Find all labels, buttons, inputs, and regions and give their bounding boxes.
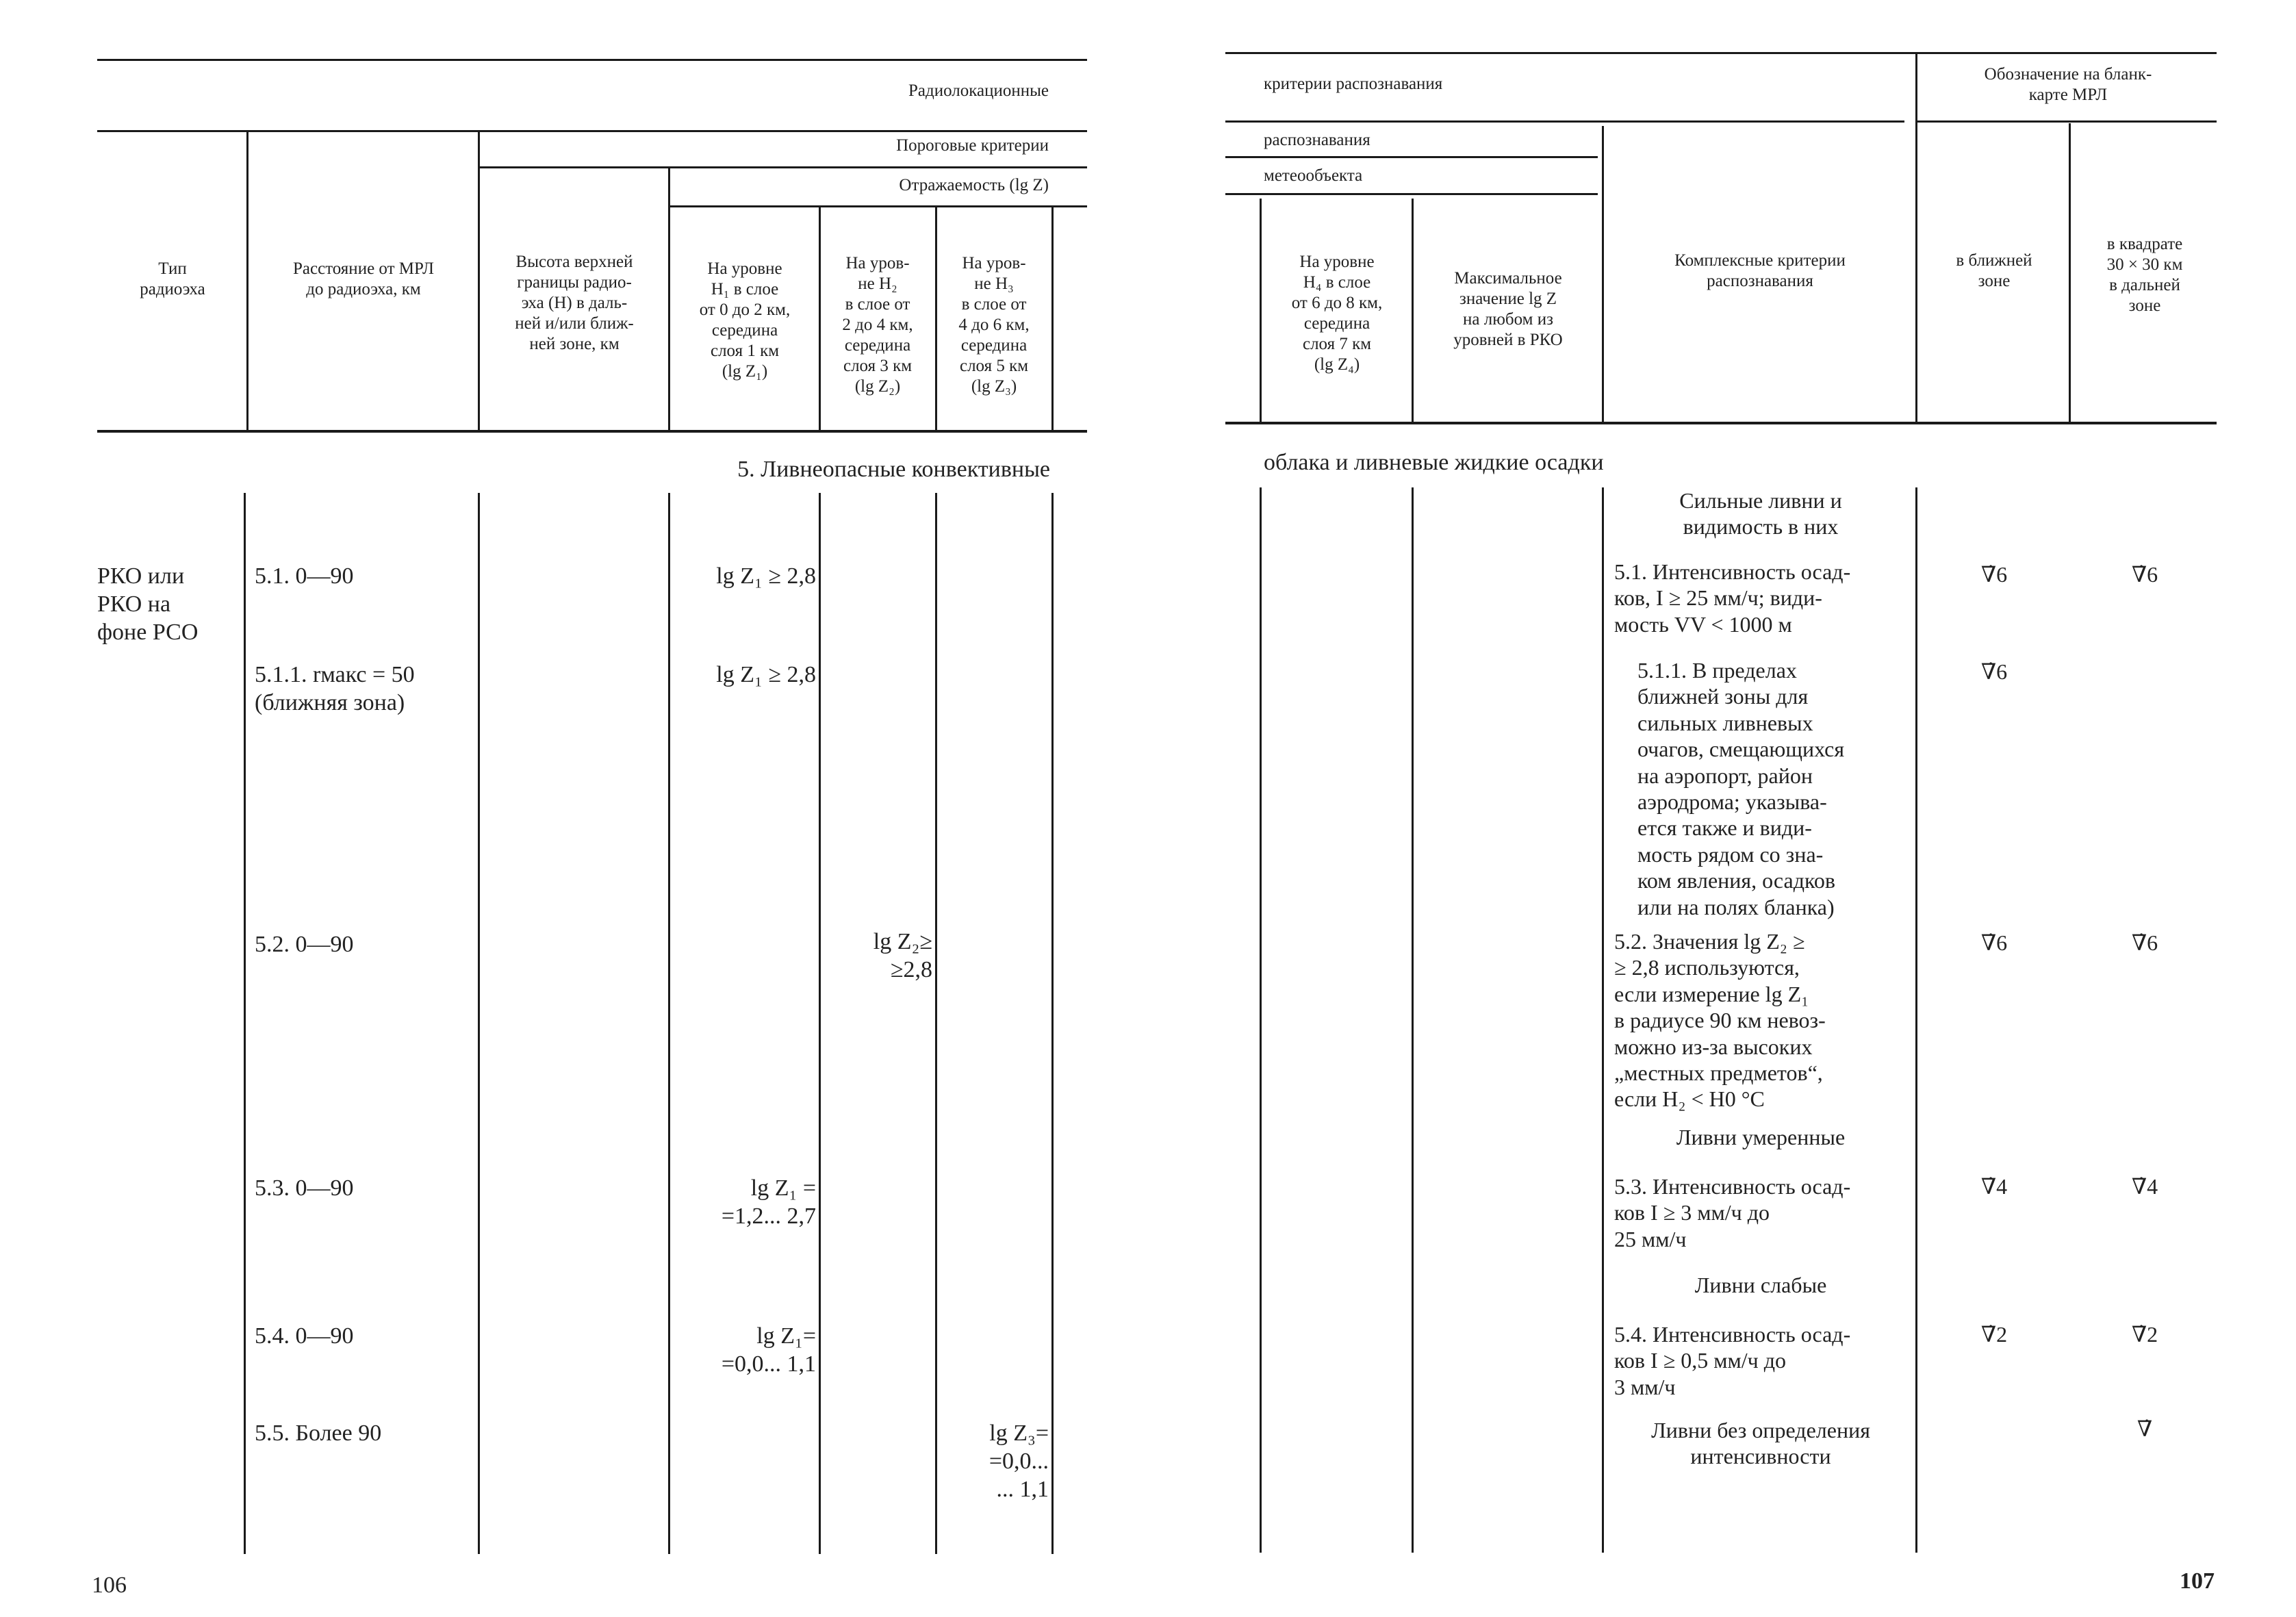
table-title: Радиолокационные <box>908 81 1049 100</box>
type-value: РКО или РКО на фоне РСО <box>97 563 199 645</box>
row-distance: 5.3. 0—90 <box>255 1175 354 1201</box>
sub-header-object: метеообъекта <box>1264 166 1363 185</box>
col-divider <box>819 205 821 430</box>
col-header-h4: На уровне H₄ в слое от 6 до 8 км, середина слоя 7 км (lg Z₄) <box>1291 253 1383 374</box>
col-divider <box>1602 126 1604 422</box>
group-header-threshold: Пороговые критерии <box>896 136 1049 155</box>
col-divider <box>1260 199 1262 422</box>
shower-symbol-icon: ∇̇4 <box>2131 1174 2158 1199</box>
rule <box>97 130 1087 132</box>
col-header-max: Максимальное значение lg Z на любом из уровней в РКО <box>1453 269 1563 349</box>
row-distance: 5.2. 0—90 <box>255 932 354 957</box>
table-title-right: критерии распознавания <box>1264 75 1443 93</box>
col-divider <box>935 493 937 1554</box>
col-divider <box>478 493 480 1554</box>
col-divider <box>478 130 480 430</box>
section-title-left: 5. Ливнеопасные конвективные <box>737 457 1050 482</box>
col-divider <box>668 168 670 430</box>
shower-symbol-icon: ∇̇6 <box>1980 659 2008 684</box>
col-header-designation: Обозначение на бланк- карте МРЛ <box>1984 65 2152 104</box>
col-divider <box>819 493 821 1554</box>
row-z1: lg Z₁ ≥ 2,8 <box>716 563 816 589</box>
row-distance: 5.4. 0—90 <box>255 1323 354 1349</box>
col-header-h3: На уров- не H₃ в слое от 4 до 6 км, середина слоя 5 км (lg Z₃) <box>958 254 1030 396</box>
col-divider <box>1051 493 1054 1554</box>
row-distance: 5.1.1. rмакс = 50 (ближняя зона) <box>255 662 415 715</box>
col-divider <box>1412 199 1414 422</box>
col-divider <box>246 130 248 430</box>
shower-symbol-icon: ∇̇6 <box>1980 930 2008 955</box>
rule <box>478 166 1087 168</box>
shower-symbol-icon: ∇̇6 <box>1980 562 2008 587</box>
criterion-5-4: 5.4. Интенсивность осад- ков I ≥ 0,5 мм/ч до 3 мм/ч <box>1614 1322 1851 1399</box>
row-z2: lg Z₂≥ ≥2,8 <box>873 929 932 982</box>
col-header-far: в квадрате 30 × 30 км в дальней зоне <box>2106 235 2183 315</box>
shower-symbol-icon: ∇̇6 <box>2131 930 2158 955</box>
col-divider <box>668 493 670 1554</box>
rule <box>1225 120 1904 123</box>
rule <box>1225 156 1598 158</box>
section-title-right: облака и ливневые жидкие осадки <box>1264 450 1604 475</box>
criterion-5-1-1: 5.1.1. В пределах ближней зоны для сильных ливневых очагов, смещающихся на аэропорт, район аэродрома; указыва- ется также и види- мость рядом со зна- ком явления, осадков или на полях бланка) <box>1637 658 1845 919</box>
col-divider <box>935 205 937 430</box>
col-divider <box>1051 205 1054 430</box>
col-header-h2: На уров- не H₂ в слое от 2 до 4 км, середина слоя 3 км (lg Z₂) <box>842 254 913 396</box>
row-distance: 5.1. 0—90 <box>255 563 354 589</box>
shower-symbol-icon: ∇̇6 <box>2131 562 2158 587</box>
criterion-5-3: 5.3. Интенсивность осад- ков I ≥ 3 мм/ч до 25 мм/ч <box>1614 1174 1851 1251</box>
shower-symbol-icon: ∇̇4 <box>1980 1174 2008 1199</box>
col-header-distance: Расстояние от МРЛ до радиоэха, км <box>293 259 434 298</box>
sub-header-recognition: распознавания <box>1264 131 1370 149</box>
col-divider <box>1915 52 1917 422</box>
heading-weak-showers: Ливни слабые <box>1694 1273 1827 1297</box>
heading-moderate-showers: Ливни умеренные <box>1676 1125 1846 1149</box>
col-header-type: Тип радиоэха <box>140 259 205 298</box>
row-z1: lg Z₁ ≥ 2,8 <box>716 662 816 687</box>
rule <box>97 430 1087 433</box>
col-header-complex: Комплексные критерии распознавания <box>1674 251 1846 290</box>
col-header-h1: На уровне H₁ в слое от 0 до 2 км, середина слоя 1 км (lg Z₁) <box>699 259 791 381</box>
row-distance: 5.5. Более 90 <box>255 1421 382 1446</box>
rule <box>1917 120 2217 123</box>
heading-undefined-showers: Ливни без определения интенсивности <box>1651 1418 1870 1469</box>
col-divider <box>1412 487 1414 1553</box>
row-z3: lg Z₃= =0,0... ... 1,1 <box>988 1421 1049 1502</box>
col-divider <box>1915 487 1917 1553</box>
rule <box>1225 422 2217 424</box>
col-header-near: в ближней зоне <box>1956 251 2032 290</box>
group-header-reflectivity: Отражаемость (lg Z) <box>899 176 1049 194</box>
criterion-5-2: 5.2. Значения lg Z₂ ≥ ≥ 2,8 используются, если измерение lg Z₁ в радиусе 90 км невоз- можно из-за высоких „местных предметов“, если H₂ < H0 °C <box>1614 929 1826 1112</box>
criterion-5-1: 5.1. Интенсивность осад- ков, I ≥ 25 мм/ч; види- мость VV < 1000 м <box>1614 559 1851 637</box>
shower-symbol-icon: ∇̇2 <box>2131 1322 2158 1347</box>
page-number-right: 107 <box>2180 1568 2215 1594</box>
row-z1: lg Z₁ = =1,2... 2,7 <box>721 1175 816 1229</box>
shower-symbol-icon: ∇̇2 <box>1980 1322 2008 1347</box>
col-divider <box>2069 123 2071 422</box>
row-z1: lg Z₁= =0,0... 1,1 <box>721 1323 816 1377</box>
col-divider <box>244 493 246 1554</box>
col-divider <box>1260 487 1262 1553</box>
rule <box>668 205 1087 207</box>
col-header-height: Высота верхней границы радио- эха (H) в даль- ней и/или ближ- ней зоне, км <box>515 253 634 353</box>
rule <box>97 59 1087 61</box>
shower-symbol-icon: ∇̇ <box>2136 1416 2153 1441</box>
page-number-left: 106 <box>92 1573 127 1598</box>
col-divider <box>1602 487 1604 1553</box>
rule <box>1225 52 2217 54</box>
heading-strong-showers: Сильные ливни и видимость в них <box>1679 488 1842 539</box>
rule <box>1225 193 1598 195</box>
